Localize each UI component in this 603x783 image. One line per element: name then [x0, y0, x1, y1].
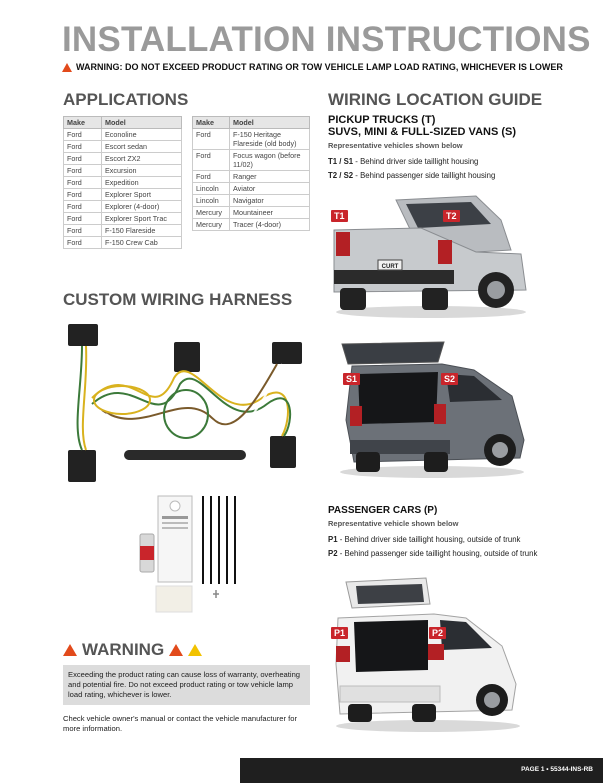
applications-table-1 — [63, 116, 182, 249]
warning-triangle-icon — [62, 63, 72, 72]
table-row — [193, 195, 310, 207]
model-cell: Escort sedan — [102, 141, 182, 153]
table-row — [64, 153, 182, 165]
tag-s2: S2 — [441, 373, 458, 385]
t1-text: - Behind driver side taillight housing — [353, 157, 479, 166]
make-cell: Ford — [64, 237, 102, 249]
passenger-car-image — [330, 574, 526, 734]
model-cell: F-150 Heritage Flareside (old body) — [230, 129, 310, 150]
table-row — [64, 177, 182, 189]
license-plate-text: CURT — [381, 264, 399, 270]
make-cell: Ford — [64, 201, 102, 213]
applications-table-2 — [192, 116, 310, 231]
t2-text: - Behind passenger side taillight housing — [353, 171, 496, 180]
t2-code: T2 / S2 — [328, 171, 354, 180]
wiring-guide-heading: WIRING LOCATION GUIDE — [328, 90, 543, 109]
table-row — [64, 213, 182, 225]
model-cell: F-150 Flareside — [102, 225, 182, 237]
page-title: INSTALLATION INSTRUCTIONS — [62, 20, 591, 59]
p2-location — [328, 549, 537, 558]
electrical-hazard-icon — [188, 644, 202, 656]
model-cell: Econoline — [102, 129, 182, 141]
make-cell: Ford — [64, 189, 102, 201]
tag-s1: S1 — [343, 373, 360, 385]
warning-heading-text: WARNING — [82, 640, 165, 659]
custom-harness-heading: CUSTOM WIRING HARNESS — [63, 290, 293, 309]
table-row — [193, 150, 310, 171]
model-cell: Ranger — [230, 171, 310, 183]
top-warning-text: WARNING: DO NOT EXCEED PRODUCT RATING OR TOW VEHICLE LAMP LOAD RATING, WHICHEVER IS LOWER — [76, 62, 563, 72]
table-row — [64, 141, 182, 153]
table-row — [64, 189, 182, 201]
pickup-truck-image — [326, 190, 536, 320]
warning-triangle-icon — [169, 644, 183, 656]
make-cell: Ford — [64, 141, 102, 153]
model-cell: Expedition — [102, 177, 182, 189]
tag-p2: P2 — [429, 627, 446, 639]
table-row — [193, 129, 310, 150]
make-cell: Ford — [64, 129, 102, 141]
accessories-kit-image — [136, 494, 256, 614]
suvs-heading: SUVS, MINI & FULL-SIZED VANS (S) — [328, 126, 517, 138]
warning-text-box: Exceeding the product rating can cause loss of warranty, overheating and potential fire. Do not exceed product rating or tow vehicle lamp load rating, whichever is lower. — [63, 665, 310, 705]
model-cell: Tracer (4-door) — [230, 219, 310, 231]
make-cell: Ford — [193, 171, 230, 183]
model-cell: Explorer Sport — [102, 189, 182, 201]
table-row — [193, 183, 310, 195]
table-row — [64, 237, 182, 249]
p2-text: - Behind passenger side taillight housing, outside of trunk — [337, 549, 538, 558]
make-cell: Lincoln — [193, 183, 230, 195]
model-cell: Explorer (4-door) — [102, 201, 182, 213]
model-cell: Excursion — [102, 165, 182, 177]
make-cell: Ford — [64, 165, 102, 177]
column-header-model: Model — [102, 117, 182, 129]
column-header-model: Model — [230, 117, 310, 129]
p1-code: P1 — [328, 535, 338, 544]
tag-t1: T1 — [331, 210, 348, 222]
model-cell: Explorer Sport Trac — [102, 213, 182, 225]
table-row — [64, 201, 182, 213]
make-cell: Ford — [193, 150, 230, 171]
passenger-cars-heading: PASSENGER CARS (P) — [328, 505, 438, 516]
table-row — [64, 129, 182, 141]
table-row — [193, 171, 310, 183]
model-cell: F-150 Crew Cab — [102, 237, 182, 249]
make-cell: Lincoln — [193, 195, 230, 207]
tag-p1: P1 — [331, 627, 348, 639]
make-cell: Ford — [193, 129, 230, 150]
column-header-make: Make — [64, 117, 102, 129]
table-row — [64, 165, 182, 177]
trucks-representative-note: Representative vehicles shown below — [328, 141, 463, 150]
p1-location — [328, 535, 520, 544]
model-cell: Mountaineer — [230, 207, 310, 219]
make-cell: Ford — [64, 177, 102, 189]
model-cell: Focus wagon (before 11/02) — [230, 150, 310, 171]
warning-heading — [63, 640, 202, 660]
warning-triangle-icon — [63, 644, 77, 656]
p1-text: - Behind driver side taillight housing, outside of trunk — [337, 535, 521, 544]
make-cell: Ford — [64, 153, 102, 165]
make-cell: Ford — [64, 213, 102, 225]
make-cell: Ford — [64, 225, 102, 237]
page-footer: PAGE 1 • 55344-INS-RB — [240, 758, 603, 783]
make-cell: Mercury — [193, 219, 230, 231]
model-cell: Escort ZX2 — [102, 153, 182, 165]
top-warning — [62, 62, 563, 72]
table-row — [193, 207, 310, 219]
check-manual-note: Check vehicle owner's manual or contact the vehicle manufacturer for more information. — [63, 714, 298, 733]
p2-code: P2 — [328, 549, 338, 558]
column-header-make: Make — [193, 117, 230, 129]
applications-heading: APPLICATIONS — [63, 90, 189, 109]
make-cell: Mercury — [193, 207, 230, 219]
table-row — [64, 225, 182, 237]
suv-image — [334, 340, 530, 480]
cars-representative-note: Representative vehicle shown below — [328, 519, 459, 528]
tag-t2: T2 — [443, 210, 460, 222]
trucks-heading: PICKUP TRUCKS (T) — [328, 114, 436, 126]
model-cell: Aviator — [230, 183, 310, 195]
t1-code: T1 / S1 — [328, 157, 354, 166]
model-cell: Navigator — [230, 195, 310, 207]
t1-location — [328, 157, 478, 166]
t2-location — [328, 171, 495, 180]
wiring-harness-image — [62, 318, 314, 490]
table-row — [193, 219, 310, 231]
